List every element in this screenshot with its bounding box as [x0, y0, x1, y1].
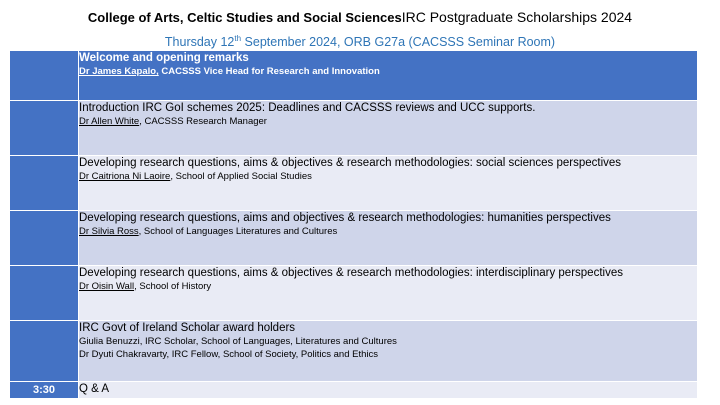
session-speaker	[79, 280, 697, 293]
speaker-role: , School of Languages Literatures and Cultures	[138, 226, 338, 237]
session-title: Developing research questions, aims and objectives & research methodologies: humanities perspectives	[79, 212, 611, 224]
time-cell	[10, 156, 79, 211]
speaker-name: Dr Allen White	[79, 116, 140, 127]
subtitle-date: Thursday 12	[164, 35, 235, 50]
speaker-name: Dr Caitriona Ni Laoire	[79, 171, 171, 182]
award-holder-2: Dr Dyuti Chakravarty, IRC Fellow, School of Society, Politics and Ethics	[79, 349, 379, 360]
session-title: Developing research questions, aims & objectives & research methodologies: social sciences perspectives	[79, 157, 622, 169]
speaker-role: , School of Applied Social Studies	[170, 171, 312, 182]
subtitle-ordinal: th	[234, 34, 242, 43]
session-speaker	[79, 170, 697, 183]
session-cell	[79, 156, 698, 211]
agenda-row-qa	[10, 382, 698, 399]
agenda-row-welcome	[10, 51, 698, 101]
speaker-role: CACSSS Vice Head for Research and Innovation	[158, 66, 380, 77]
time-cell	[10, 51, 79, 101]
session-title: Introduction IRC GoI schemes 2025: Deadlines and CACSSS reviews and UCC supports.	[79, 102, 536, 114]
speaker-name: Dr Silvia Ross	[79, 226, 139, 237]
title-college: College of Arts, Celtic Studies and Social Sciences	[87, 10, 402, 25]
session-speaker	[79, 65, 697, 78]
agenda-row-introduction	[10, 101, 698, 156]
session-cell	[79, 101, 698, 156]
session-cell	[79, 211, 698, 266]
time-cell	[10, 211, 79, 266]
award-holder-1: Giulia Benuzzi, IRC Scholar, School of Languages, Literatures and Cultures	[79, 336, 397, 347]
time-cell	[10, 101, 79, 156]
session-title: IRC Govt of Ireland Scholar award holders	[79, 322, 296, 334]
agenda-table	[9, 50, 698, 399]
session-cell	[79, 266, 698, 321]
session-cell	[79, 321, 698, 382]
subtitle-location: September 2024, ORB G27a (CACSSS Seminar Room)	[241, 35, 556, 50]
agenda-row-social-sciences	[10, 156, 698, 211]
session-title: Q & A	[79, 383, 110, 395]
agenda-row-award-holders	[10, 321, 698, 382]
event-date-location	[0, 34, 720, 49]
time-cell	[10, 321, 79, 382]
speaker-name: Dr James Kapalo,	[79, 66, 159, 77]
session-title: Developing research questions, aims & objectives & research methodologies: interdisciplinary perspectives	[79, 267, 623, 279]
speaker-role: , School of History	[134, 281, 212, 292]
session-title: Welcome and opening remarks	[79, 52, 249, 64]
speaker-name: Dr Oisin Wall	[79, 281, 135, 292]
speaker-role: , CACSSS Research Manager	[139, 116, 267, 127]
agenda-row-humanities	[10, 211, 698, 266]
slide-title	[0, 9, 720, 25]
time-cell: 3:30	[10, 382, 79, 399]
session-cell	[79, 382, 698, 399]
session-speaker	[79, 115, 697, 128]
time-cell	[10, 266, 79, 321]
session-cell	[79, 51, 698, 101]
title-scholarships: IRC Postgraduate Scholarships 2024	[401, 9, 633, 25]
agenda-row-interdisciplinary	[10, 266, 698, 321]
session-speaker	[79, 225, 697, 238]
